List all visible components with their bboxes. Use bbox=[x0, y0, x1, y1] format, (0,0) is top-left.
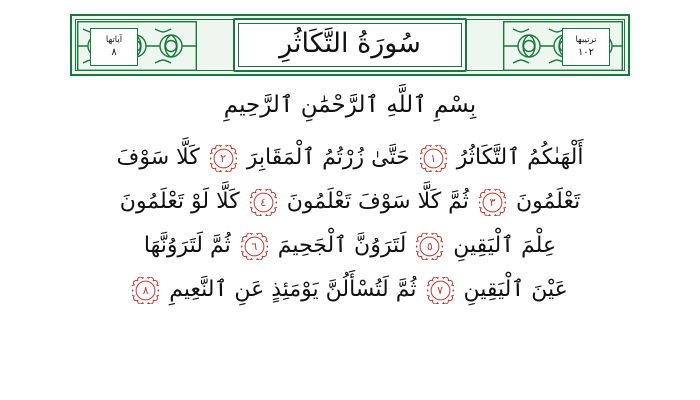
ayah-number-value: ٢ bbox=[220, 151, 227, 165]
ayah-text: كَلَّا سَوْفَ bbox=[116, 144, 200, 170]
ayah-number-value: ٤ bbox=[260, 195, 267, 209]
ayah-number-value: ٣ bbox=[489, 195, 496, 209]
ayah-number-marker bbox=[420, 145, 447, 172]
ayah-number-marker bbox=[416, 233, 443, 260]
surah-order-value: ١٠٢ bbox=[577, 46, 595, 58]
ayah-text: كَلَّا لَوْ تَعْلَمُونَ bbox=[119, 188, 240, 214]
ayah-count-value: ٨ bbox=[111, 46, 117, 58]
ayah-number-value: ٦ bbox=[251, 239, 258, 253]
ayah-text: ثُمَّ كَلَّا سَوْفَ تَعْلَمُونَ bbox=[286, 188, 469, 214]
surah-header-band bbox=[70, 14, 630, 76]
surah-title: سُورَةُ التَّكَاثُرِ bbox=[279, 27, 421, 59]
ayah-number-marker bbox=[479, 189, 506, 216]
ayah-text: لَتَرَوُنَّ ٱلْجَحِيمَ bbox=[277, 232, 407, 258]
ayah-number-marker bbox=[250, 189, 277, 216]
ayah-text: عِلْمَ ٱلْيَقِينِ bbox=[453, 232, 557, 258]
ayah-text: ثُمَّ لَتُسْأَلُنَّ يَوْمَئِذٍ عَنِ ٱلنَّعِيمِ bbox=[169, 276, 417, 302]
ayah-number-value: ٨ bbox=[142, 283, 149, 297]
ayah-number-marker bbox=[132, 277, 159, 304]
ayah-number-value: ٥ bbox=[426, 239, 433, 253]
surah-body-text bbox=[40, 136, 660, 312]
surah-order-label: ترتيبها bbox=[575, 35, 597, 46]
surah-order-box bbox=[562, 28, 610, 66]
ayah-line bbox=[40, 268, 660, 312]
ayah-text: ثُمَّ لَتَرَوُنَّهَا bbox=[143, 232, 231, 258]
ayah-count-box bbox=[90, 28, 138, 66]
ayah-line bbox=[40, 224, 660, 268]
basmala-line: بِسْمِ ٱللَّهِ ٱلرَّحْمَٰنِ ٱلرَّحِيمِ bbox=[223, 92, 477, 118]
ayah-count-label: آياتها bbox=[105, 35, 123, 46]
ayah-text: حَتَّىٰ زُرْتُمُ ٱلْمَقَابِرَ bbox=[246, 144, 410, 170]
ayah-number-value: ١ bbox=[430, 151, 437, 165]
ayah-number-marker bbox=[241, 233, 268, 260]
ayah-text: أَلْهَىٰكُمُ ٱلتَّكَاثُرُ bbox=[456, 144, 584, 170]
ayah-text: عَيْنَ ٱلْيَقِينِ bbox=[463, 276, 568, 302]
ayah-number-value: ٧ bbox=[437, 283, 443, 297]
ayah-text: تَعْلَمُونَ bbox=[515, 188, 581, 214]
ayah-number-marker bbox=[210, 145, 237, 172]
surah-title-plaque bbox=[233, 18, 467, 72]
ayah-line bbox=[40, 136, 660, 180]
ayah-number-marker bbox=[427, 277, 454, 304]
ayah-line bbox=[40, 180, 660, 224]
